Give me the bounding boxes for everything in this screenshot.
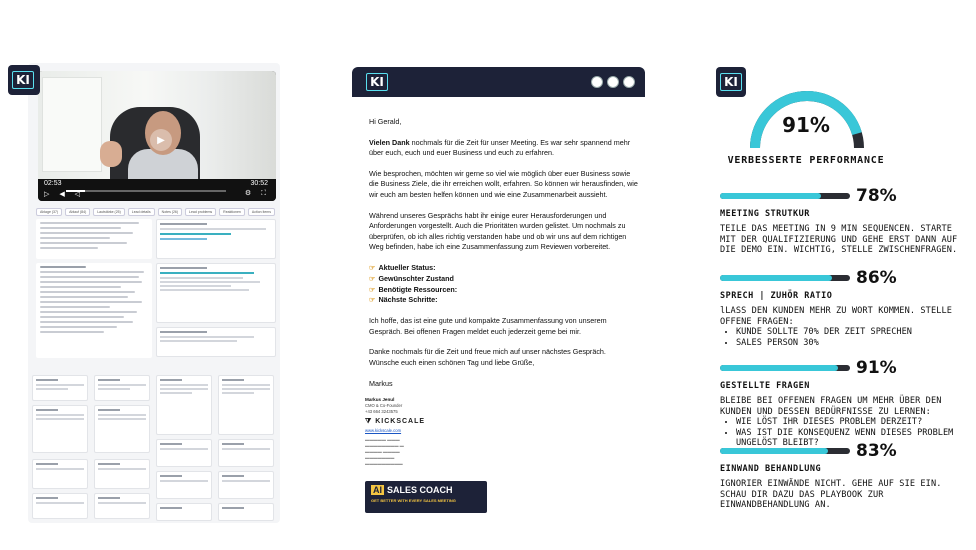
email-paragraph: Wie besprochen, möchten wir gerne so viel wie möglich über euer Business sowie die Business Ziele, die ihr erreichen wollt, erfahren. So können wir herausfinden, wie wir euch am besten helfen können und wie eine Zusammenarbeit aussieht. xyxy=(369,168,638,199)
gauge-value: 91% xyxy=(782,113,830,137)
email-paragraph: Danke nochmals für die Zeit und freue mich auf unser nächstes Gespräch. xyxy=(369,347,606,357)
speaker-timeline xyxy=(156,219,276,259)
window-controls xyxy=(591,76,635,88)
metric-title: EINWAND BEHANDLUNG xyxy=(720,464,822,474)
gauge-label: VERBESSERTE PERFORMANCE xyxy=(727,155,885,166)
email-section: ☞ Benötigte Ressourcen: xyxy=(369,284,458,294)
video-background xyxy=(42,77,102,172)
metric-bullet: • WAS IST DIE KONSEQUENZ WENN DIESES PROBLEM UNGELÖST BLEIBT? xyxy=(736,428,970,449)
metric-body: BLEIBE BEI OFFENEN FRAGEN UM MEHR ÜBER DEN KUNDEN UND DESSEN BEDÜRFNISSE ZU LERNEN: xyxy=(720,396,942,417)
ki-logo-icon: KI xyxy=(716,67,746,97)
metric-value: 86% xyxy=(856,268,897,288)
email-window-bar xyxy=(352,67,645,97)
email-paragraph: Wünsche euch einen schönen Tag und liebe Grüße, xyxy=(369,357,535,367)
topic-card[interactable] xyxy=(32,375,88,401)
video-time-current: 02:53 xyxy=(44,180,62,187)
metric-bar xyxy=(720,193,850,199)
banner-title: SALES COACH xyxy=(387,485,453,495)
metric-bullets xyxy=(736,327,970,348)
metric-bullet: • WIE LÖST IHR DIESES PROBLEM DERZEIT? xyxy=(736,417,970,428)
metric-body: TEILE DAS MEETING IN 9 MIN SEQUENCEN. STARTE MIT DER QUALIFIZIERUNG UND GEHE ERST DANN AUF DIE DEMO EIN. WICHTIG, STELLE ZWISCHENFRAGEN. xyxy=(720,224,958,256)
metric-bar xyxy=(720,448,850,454)
email-greeting: Hi Gerald, xyxy=(369,117,402,126)
topic-card[interactable] xyxy=(156,503,212,521)
metric-title: MEETING STRUTKUR xyxy=(720,209,810,219)
email-body xyxy=(369,117,639,399)
metric-body: lLASS DEN KUNDEN MEHR ZU WORT KOMMEN. STELLE OFFENE FRAGEN: xyxy=(720,306,953,327)
metric-talk-ratio xyxy=(720,268,970,348)
signature-name: Markus Jenul xyxy=(365,397,395,402)
pointing-hand-icon: ☞ xyxy=(369,295,376,305)
metric-objection-handling xyxy=(720,441,970,511)
metric-bar-fill xyxy=(720,275,832,281)
signature-phone: +43 664 3243575 xyxy=(365,409,398,414)
topic-card[interactable] xyxy=(94,493,150,519)
video-player[interactable] xyxy=(38,71,276,201)
metric-bullet: • KUNDE SOLLTE 70% DER ZEIT SPRECHEN xyxy=(736,327,970,338)
topic-card[interactable] xyxy=(32,405,88,453)
meeting-app-panel xyxy=(28,63,280,523)
metric-bar-fill xyxy=(720,365,838,371)
topic-card[interactable] xyxy=(94,405,150,453)
deal-insights-card xyxy=(156,263,276,323)
window-dot-icon[interactable] xyxy=(623,76,635,88)
topic-card[interactable] xyxy=(32,459,88,489)
signature-role: CMO & Co-Founder xyxy=(365,403,403,408)
metric-bar-fill xyxy=(720,193,821,199)
ai-sales-coach-banner[interactable] xyxy=(365,481,487,513)
transcript-block xyxy=(36,219,152,259)
email-sign: Markus xyxy=(369,378,393,388)
metric-title: GESTELLTE FRAGEN xyxy=(720,381,810,391)
email-section: ☞ Nächste Schritte: xyxy=(369,295,438,305)
metric-bar-fill xyxy=(720,448,828,454)
topic-card[interactable] xyxy=(156,375,212,435)
playback-icons[interactable]: ▷ ◀ ◁ xyxy=(44,191,85,198)
signature-address: ▬▬▬▬▬ ▬▬▬ ▬▬▬▬▬▬▬▬ ▬ ▬▬▬▬ ▬▬▬▬ ▬▬▬▬▬▬▬ ▬▬▬▬▬▬▬▬▬ xyxy=(365,437,404,466)
metric-value: 83% xyxy=(856,441,897,461)
analysis-tab[interactable]: Ablauf (84) xyxy=(65,208,90,216)
email-paragraph: Ich hoffe, das ist eine gute und kompakte Zusammenfassung von unserem Gespräch. Bei offenen Fragen meldet euch jederzeit gerne bei mir. xyxy=(369,316,607,336)
topic-card[interactable] xyxy=(218,471,274,499)
metric-bullet: • SALES PERSON 30% xyxy=(736,338,970,349)
email-paragraph: Während unseres Gesprächs habt ihr einige eurer Herausforderungen und Anforderungen vorgestellt. Auch die Prioritäten wurden gelistet. Um nochmals zu überprüfen, ob ich alles richtig verstanden habe und ob wir uns auf dem richtigen Weg befinden, habe ich eine Zusammenfassung zum Reviewen vorbereitet. xyxy=(369,210,627,252)
analysis-tabs xyxy=(36,208,276,216)
topic-card[interactable] xyxy=(218,439,274,467)
kickscale-logo-icon: ⧩ xyxy=(365,418,376,425)
video-controls xyxy=(38,179,276,201)
topic-card[interactable] xyxy=(32,493,88,519)
metric-bar xyxy=(720,365,850,371)
email-signature xyxy=(365,397,495,467)
analysis-tab[interactable]: Notes (26) xyxy=(158,208,182,216)
pointing-hand-icon: ☞ xyxy=(369,273,376,283)
metric-bar xyxy=(720,275,850,281)
play-icon[interactable]: ▶ xyxy=(150,129,172,151)
analysis-tab[interactable]: Ablage (37) xyxy=(36,208,62,216)
topic-card[interactable] xyxy=(218,375,274,435)
topic-card[interactable] xyxy=(94,459,150,489)
kickscale-logo: ⧩ KICKSCALE xyxy=(365,418,426,425)
topic-card[interactable] xyxy=(156,471,212,499)
next-steps-card xyxy=(156,327,276,357)
email-sections xyxy=(369,263,639,306)
pointing-hand-icon: ☞ xyxy=(369,284,376,294)
video-progress[interactable] xyxy=(66,190,226,192)
fullscreen-icon[interactable]: ⚙ ⛶ xyxy=(244,190,270,197)
metric-questions xyxy=(720,358,970,449)
ki-logo-icon: KI xyxy=(364,69,390,95)
analysis-tab[interactable]: Action items xyxy=(248,208,275,216)
window-dot-icon[interactable] xyxy=(591,76,603,88)
video-person-hand xyxy=(100,141,122,167)
metric-body: IGNORIER EINWÄNDE NICHT. GEHE AUF SIE EIN. SCHAU DIR DAZU DAS PLAYBOOK ZUR EINWANDBEHANDLUNG AN. xyxy=(720,479,942,511)
metric-value: 91% xyxy=(856,358,897,378)
performance-panel xyxy=(716,65,971,525)
video-time-total: 30:52 xyxy=(250,180,268,187)
email-section: ☞ Gewünschter Zustand xyxy=(369,273,454,283)
topic-card[interactable] xyxy=(218,503,274,521)
pointing-hand-icon: ☞ xyxy=(369,262,376,272)
banner-ai: AI xyxy=(373,485,382,495)
signature-url[interactable]: www.kickscale.com xyxy=(365,428,402,433)
summary-block xyxy=(36,263,152,358)
topic-card[interactable] xyxy=(156,439,212,467)
analysis-tab[interactable]: Lead details xyxy=(128,208,155,216)
analysis-tab[interactable]: Lautstärke (25) xyxy=(93,208,125,216)
metric-title: SPRECH | ZUHÖR RATIO xyxy=(720,291,833,301)
metric-meeting-structure xyxy=(720,186,970,256)
window-dot-icon[interactable] xyxy=(607,76,619,88)
topic-card[interactable] xyxy=(94,375,150,401)
banner-subtitle: GET BETTER WITH EVERY SALES MEETING xyxy=(371,498,456,503)
ki-logo-icon: KI xyxy=(8,65,38,95)
analysis-tab[interactable]: Lead problems xyxy=(185,208,216,216)
email-paragraph: Vielen Dank nochmals für die Zeit für unser Meeting. Es war sehr spannend mehr über euch, euch und euer Business und euch zu erfahren. xyxy=(369,137,631,158)
email-panel xyxy=(352,67,645,522)
analysis-tab[interactable]: Reaktionen xyxy=(219,208,245,216)
metric-value: 78% xyxy=(856,186,897,206)
email-section: ☞ Aktueller Status: xyxy=(369,262,436,272)
